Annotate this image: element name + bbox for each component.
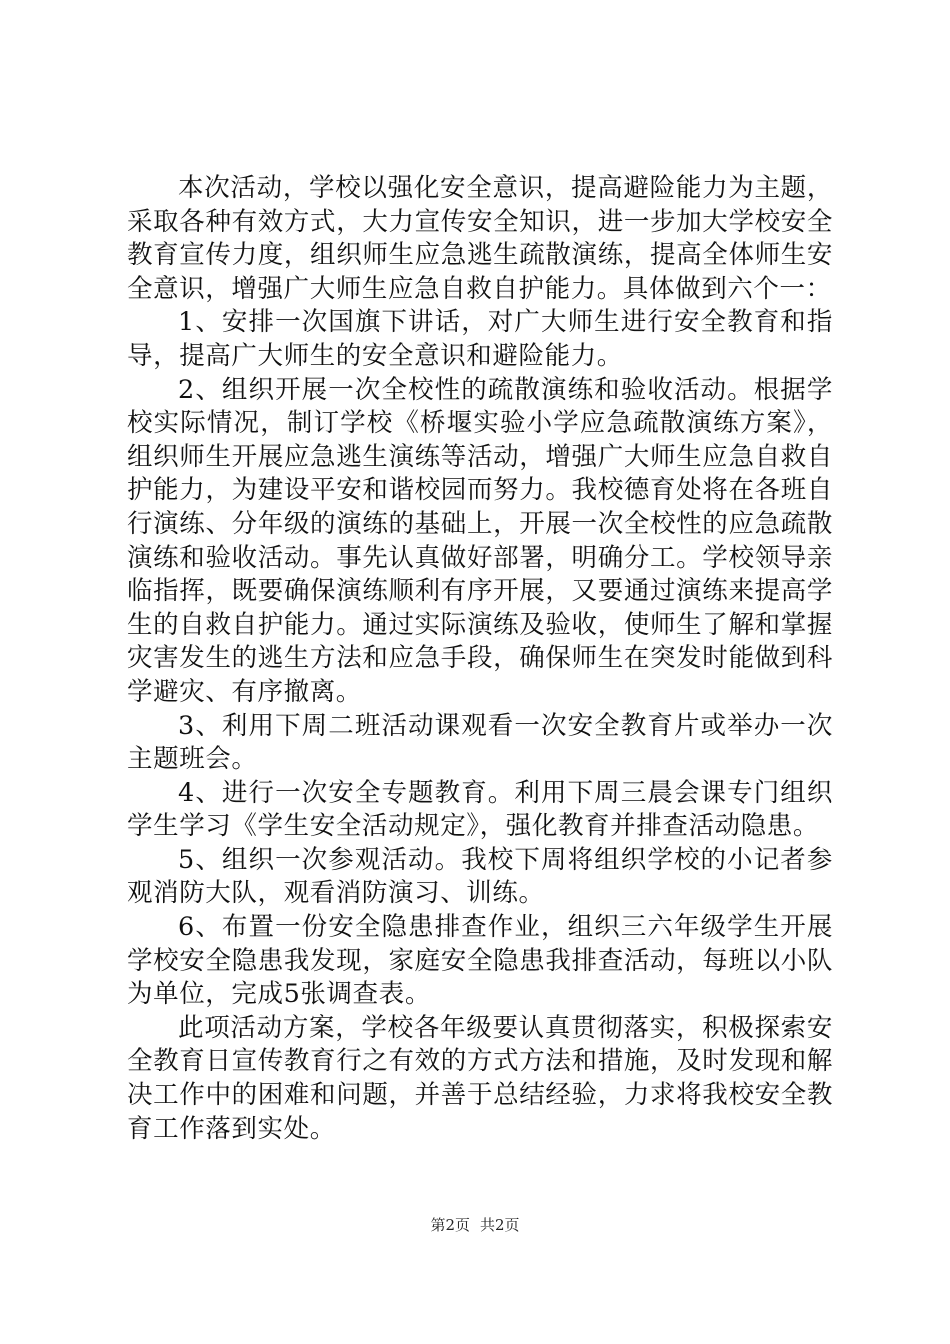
page-number: 第2页	[430, 1216, 470, 1234]
document-body	[127, 172, 833, 1146]
paragraph-item-1: 1、安排一次国旗下讲话，对广大师生进行安全教育和指导，提高广大师生的安全意识和避险能力。	[127, 307, 833, 371]
paragraph-item-6: 6、布置一份安全隐患排查作业，组织三六年级学生开展学校安全隐患我发现，家庭安全隐患我排查活动，每班以小队为单位，完成5张调查表。	[127, 912, 833, 1010]
paragraph-item-2: 2、组织开展一次全校性的疏散演练和验收活动。根据学校实际情况，制订学校《桥堰实验小学应急疏散演练方案》，组织师生开展应急逃生演练等活动，增强广大师生应急自救自护能力，为建设平安和谐校园而努力。我校德育处将在各班自行演练、分年级的演练的基础上，开展一次全校性的应急疏散演练和验收活动。事先认真做好部署，明确分工。学校领导亲临指挥，既要确保演练顺利有序开展，又要通过演练来提高学生的自救自护能力。通过实际演练及验收，使师生了解和掌握灾害发生的逃生方法和应急手段，确保师生在突发时能做到科学避灾、有序撤离。	[127, 374, 833, 707]
paragraph-item-4: 4、进行一次安全专题教育。利用下周三晨会课专门组织学生学习《学生安全活动规定》，强化教育并排查活动隐患。	[127, 777, 833, 842]
paragraph-conclusion: 此项活动方案，学校各年级要认真贯彻落实，积极探索安全教育日宣传教育行之有效的方式方法和措施，及时发现和解决工作中的困难和问题，并善于总结经验，力求将我校安全教育工作落到实处。	[127, 1012, 833, 1144]
paragraph-item-5: 5、组织一次参观活动。我校下周将组织学校的小记者参观消防大队，观看消防演习、训练。	[127, 844, 833, 909]
paragraph-item-3: 3、利用下周二班活动课观看一次安全教育片或举办一次主题班会。	[127, 710, 833, 775]
page-footer	[0, 1215, 950, 1235]
page-total: 共2页	[480, 1216, 520, 1234]
paragraph-intro: 本次活动，学校以强化安全意识，提高避险能力为主题，采取各种有效方式，大力宣传安全知识，进一步加大学校安全教育宣传力度，组织师生应急逃生疏散演练，提高全体师生安全意识，增强广大师生应急自救自护能力。具体做到六个一：	[127, 173, 833, 304]
